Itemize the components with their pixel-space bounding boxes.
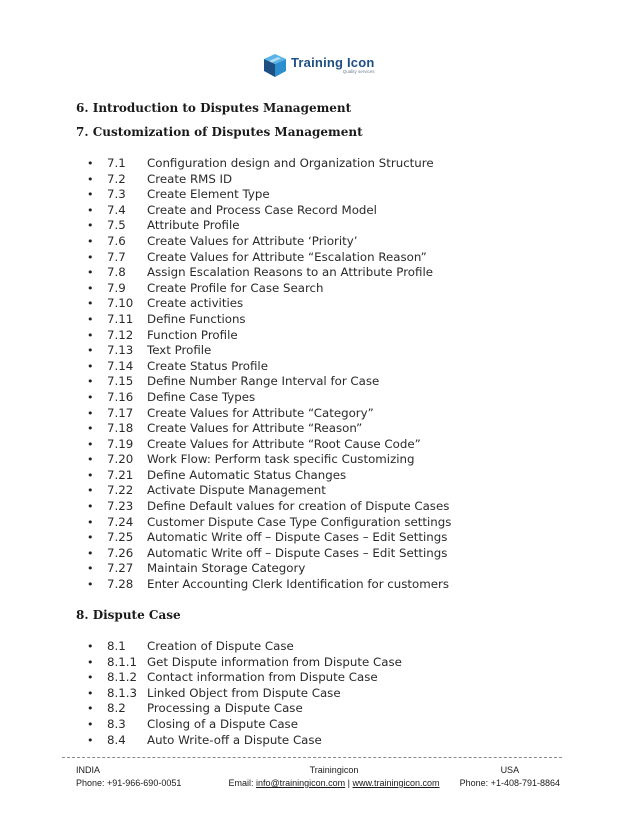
bullet-dot-icon: • — [87, 702, 94, 716]
item-number: 7.28 — [107, 577, 134, 592]
item-number: 8.1 — [107, 639, 126, 653]
footer-company-name: Trainingicon — [309, 765, 359, 775]
item-text: Define Number Range Interval for Case — [147, 374, 380, 389]
item-text: Attribute Profile — [147, 218, 240, 233]
bullet-dot-icon: • — [87, 546, 94, 560]
item-number: 7.4 — [107, 202, 126, 217]
bullet-dot-icon: • — [87, 640, 94, 653]
item-number: 8.4 — [107, 732, 126, 747]
item-text: Linked Object from Dispute Case — [147, 685, 341, 700]
item-number: 7.13 — [107, 343, 134, 358]
bullet-dot-icon: • — [87, 281, 94, 295]
item-number: 7.17 — [107, 405, 134, 420]
footer-usa-phone: Phone: +1-408-791-8864 — [459, 778, 560, 788]
bullet-dot-icon: • — [87, 157, 94, 170]
item-text: Closing of a Dispute Case — [147, 716, 298, 731]
bullet-dot-icon: • — [87, 250, 94, 264]
item-number: 7.20 — [107, 452, 134, 467]
bullet-dot-icon: • — [87, 406, 94, 420]
bullet-dot-icon: • — [87, 188, 94, 202]
bullet-dot-icon: • — [87, 578, 94, 592]
bullet-dot-icon: • — [87, 312, 94, 326]
section-heading-8: 8. Dispute Case — [76, 608, 181, 622]
item-number: 7.11 — [107, 311, 134, 326]
footer-email-link[interactable]: info@trainingicon.com — [255, 778, 346, 788]
bullet-dot-icon: • — [87, 717, 94, 731]
footer-india — [76, 764, 181, 790]
footer-india-label: INDIA — [76, 765, 101, 775]
bullet-dot-icon: • — [87, 375, 94, 389]
footer-divider — [62, 757, 562, 758]
item-number: 8.1.2 — [107, 670, 138, 685]
item-number: 7.23 — [107, 499, 134, 514]
bullet-dot-icon: • — [87, 468, 94, 482]
item-text: Create Values for Attribute ‘Priority’ — [147, 233, 358, 248]
item-number: 7.10 — [107, 296, 134, 311]
bullet-dot-icon: • — [87, 172, 94, 186]
item-text: Maintain Storage Category — [147, 561, 306, 576]
item-number: 7.9 — [107, 280, 126, 295]
item-number: 7.15 — [107, 374, 134, 389]
bullet-dot-icon: • — [87, 219, 94, 233]
page-footer — [76, 764, 560, 794]
item-number: 7.1 — [107, 156, 126, 170]
item-text: Work Flow: Perform task specific Customizing — [147, 452, 415, 467]
item-text: Create Status Profile — [147, 358, 268, 373]
item-number: 7.19 — [107, 436, 134, 451]
item-number: 7.2 — [107, 171, 126, 186]
item-number: 7.26 — [107, 545, 134, 560]
item-number: 7.16 — [107, 389, 134, 404]
logo-tagline: Quality services — [342, 68, 375, 74]
bullet-dot-icon: • — [87, 344, 94, 358]
item-number: 8.1.1 — [107, 654, 138, 669]
item-text: Creation of Dispute Case — [147, 639, 294, 653]
section-heading-6: 6. Introduction to Disputes Management — [76, 101, 352, 115]
item-text: Contact information from Dispute Case — [147, 670, 378, 685]
item-number: 7.6 — [107, 233, 126, 248]
bullet-dot-icon: • — [87, 203, 94, 217]
bullet-dot-icon: • — [87, 562, 94, 576]
item-text: Auto Write-off a Dispute Case — [147, 732, 322, 747]
bullet-dot-icon: • — [87, 733, 94, 747]
item-text: Get Dispute information from Dispute Case — [147, 654, 402, 669]
bullet-dot-icon: • — [87, 297, 94, 311]
footer-separator: | — [345, 778, 353, 788]
item-text: Automatic Write off – Dispute Cases – Edit Settings — [147, 545, 448, 560]
item-text: Define Default values for creation of Dispute Cases — [147, 499, 450, 514]
item-number: 7.24 — [107, 514, 134, 529]
bullet-dot-icon: • — [87, 390, 94, 404]
bullet-dot-icon: • — [87, 422, 94, 436]
item-number: 7.12 — [107, 327, 134, 342]
footer-usa — [460, 764, 560, 790]
item-text: Create Values for Attribute “Escalation Reason” — [147, 249, 427, 264]
item-text: Text Profile — [147, 343, 212, 358]
item-text: Define Case Types — [147, 389, 256, 404]
section-heading-7: 7. Customization of Disputes Management — [76, 125, 363, 139]
item-number: 7.25 — [107, 530, 134, 545]
item-text: Create Values for Attribute “Root Cause Code” — [147, 436, 421, 451]
item-number: 8.3 — [107, 716, 126, 731]
item-text: Processing a Dispute Case — [147, 701, 303, 716]
item-number: 7.14 — [107, 358, 134, 373]
bullet-dot-icon: • — [87, 671, 94, 685]
bullet-dot-icon: • — [87, 437, 94, 451]
item-number: 7.8 — [107, 265, 126, 280]
bullet-dot-icon: • — [87, 515, 94, 529]
item-text: Automatic Write off – Dispute Cases – Edit Settings — [147, 530, 448, 545]
item-text: Create activities — [147, 296, 244, 311]
footer-website-link[interactable]: www.trainingicon.com — [352, 778, 440, 788]
item-text: Create and Process Case Record Model — [147, 202, 377, 217]
item-number: 8.1.3 — [107, 685, 138, 700]
item-text: Create RMS ID — [147, 171, 233, 186]
bullet-dot-icon: • — [87, 531, 94, 545]
logo-name: Training Icon — [291, 54, 375, 70]
item-text: Create Element Type — [147, 187, 270, 202]
item-text: Customer Dispute Case Type Configuration settings — [147, 514, 452, 529]
item-number: 7.27 — [107, 561, 134, 576]
bullet-dot-icon: • — [87, 266, 94, 280]
item-text: Assign Escalation Reasons to an Attribute Profile — [147, 265, 433, 280]
item-number: 8.2 — [107, 701, 126, 716]
footer-email-label: Email: — [228, 778, 256, 788]
bullet-dot-icon: • — [87, 686, 94, 700]
footer-contact-line — [226, 777, 442, 790]
item-text: Create Profile for Case Search — [147, 280, 324, 295]
cube-logo-icon — [261, 51, 289, 79]
bullet-dot-icon: • — [87, 484, 94, 498]
item-text: Configuration design and Organization Structure — [147, 156, 434, 170]
item-text: Define Automatic Status Changes — [147, 467, 347, 482]
item-number: 7.7 — [107, 249, 126, 264]
bullet-dot-icon: • — [87, 500, 94, 514]
footer-india-phone: Phone: +91-966-690-0051 — [76, 778, 182, 788]
item-number: 7.5 — [107, 218, 126, 233]
company-logo — [261, 50, 381, 80]
bullet-dot-icon: • — [87, 655, 94, 669]
item-number: 7.3 — [107, 187, 126, 202]
item-text: Activate Dispute Management — [147, 483, 326, 498]
footer-usa-label: USA — [500, 765, 520, 775]
item-text: Enter Accounting Clerk Identification for customers — [147, 577, 450, 592]
bullet-dot-icon: • — [87, 359, 94, 373]
bullet-dot-icon: • — [87, 328, 94, 342]
footer-contact — [226, 764, 442, 790]
item-text: Create Values for Attribute “Category” — [147, 405, 374, 420]
item-number: 7.18 — [107, 421, 134, 436]
item-text: Function Profile — [147, 327, 238, 342]
item-number: 7.21 — [107, 467, 134, 482]
bullet-dot-icon: • — [87, 234, 94, 248]
item-text: Create Values for Attribute “Reason” — [147, 421, 363, 436]
item-number: 7.22 — [107, 483, 134, 498]
item-text: Define Functions — [147, 311, 246, 326]
bullet-dot-icon: • — [87, 453, 94, 467]
